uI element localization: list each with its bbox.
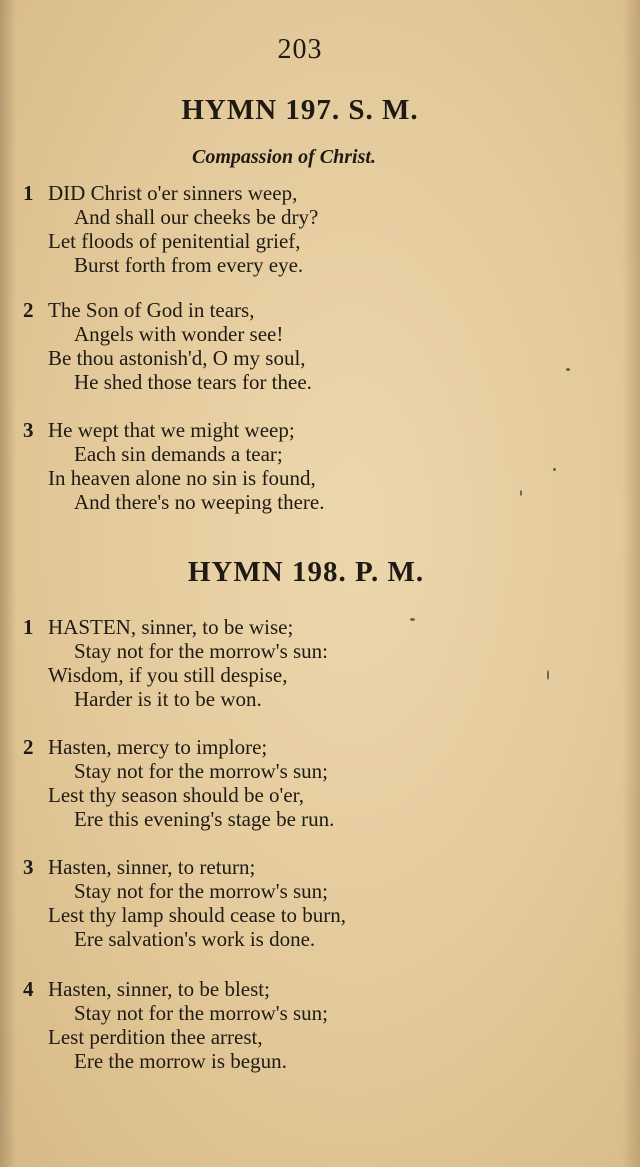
verse-line: He wept that we might weep; xyxy=(48,418,295,442)
verse-line: Stay not for the morrow's sun; xyxy=(74,879,329,903)
stanza-number: 3 xyxy=(23,418,34,442)
verse-line: Each sin demands a tear; xyxy=(74,442,283,466)
verse-line: He shed those tears for thee. xyxy=(74,370,312,394)
verse-line: HASTEN, sinner, to be wise; xyxy=(48,615,294,639)
verse-line: Harder is it to be won. xyxy=(74,687,262,711)
verse-line: Be thou astonish'd, O my soul, xyxy=(48,346,306,370)
stanza-number: 2 xyxy=(23,298,34,322)
stanza-number: 1 xyxy=(23,181,34,205)
stanza-number: 2 xyxy=(23,735,34,759)
hymn-198-title: HYMN 198. P. M. xyxy=(187,556,425,588)
verse-line: Lest thy season should be o'er, xyxy=(48,783,305,807)
verse-line: Wisdom, if you still despise, xyxy=(48,663,288,687)
stanza-number: 3 xyxy=(23,855,34,879)
stanza-number: 4 xyxy=(23,977,34,1001)
verse-line: Stay not for the morrow's sun: xyxy=(74,639,329,663)
hymn-197-subtitle: Compassion of Christ. xyxy=(192,146,376,168)
verse-line: The Son of God in tears, xyxy=(48,298,255,322)
verse-line: Lest thy lamp should cease to burn, xyxy=(48,903,347,927)
verse-line: Burst forth from every eye. xyxy=(74,253,304,277)
paper-speck xyxy=(566,368,570,371)
paper-speck xyxy=(553,468,556,471)
verse-line: DID Christ o'er sinners weep, xyxy=(48,181,298,205)
hymn-197-title: HYMN 197. S. M. xyxy=(181,94,419,126)
verse-line: In heaven alone no sin is found, xyxy=(48,466,316,490)
paper-speck xyxy=(410,618,415,621)
page-number: 203 xyxy=(277,34,323,65)
verse-line: Hasten, sinner, to be blest; xyxy=(48,977,270,1001)
verse-line: Stay not for the morrow's sun; xyxy=(74,759,329,783)
stanza-number: 1 xyxy=(23,615,34,639)
verse-line: Hasten, sinner, to return; xyxy=(48,855,256,879)
paper-speck xyxy=(547,670,549,680)
verse-line: Stay not for the morrow's sun; xyxy=(74,1001,329,1025)
verse-line: And shall our cheeks be dry? xyxy=(74,205,319,229)
page-edge-shadow-right xyxy=(622,0,640,1167)
verse-line: Let floods of penitential grief, xyxy=(48,229,301,253)
verse-line: Ere the morrow is begun. xyxy=(74,1049,287,1073)
paper-speck xyxy=(520,490,522,496)
verse-line: Hasten, mercy to implore; xyxy=(48,735,268,759)
verse-line: Ere this evening's stage be run. xyxy=(74,807,335,831)
verse-line: Lest perdition thee arrest, xyxy=(48,1025,263,1049)
verse-line: And there's no weeping there. xyxy=(74,490,325,514)
verse-line: Ere salvation's work is done. xyxy=(74,927,316,951)
verse-line: Angels with wonder see! xyxy=(74,322,284,346)
